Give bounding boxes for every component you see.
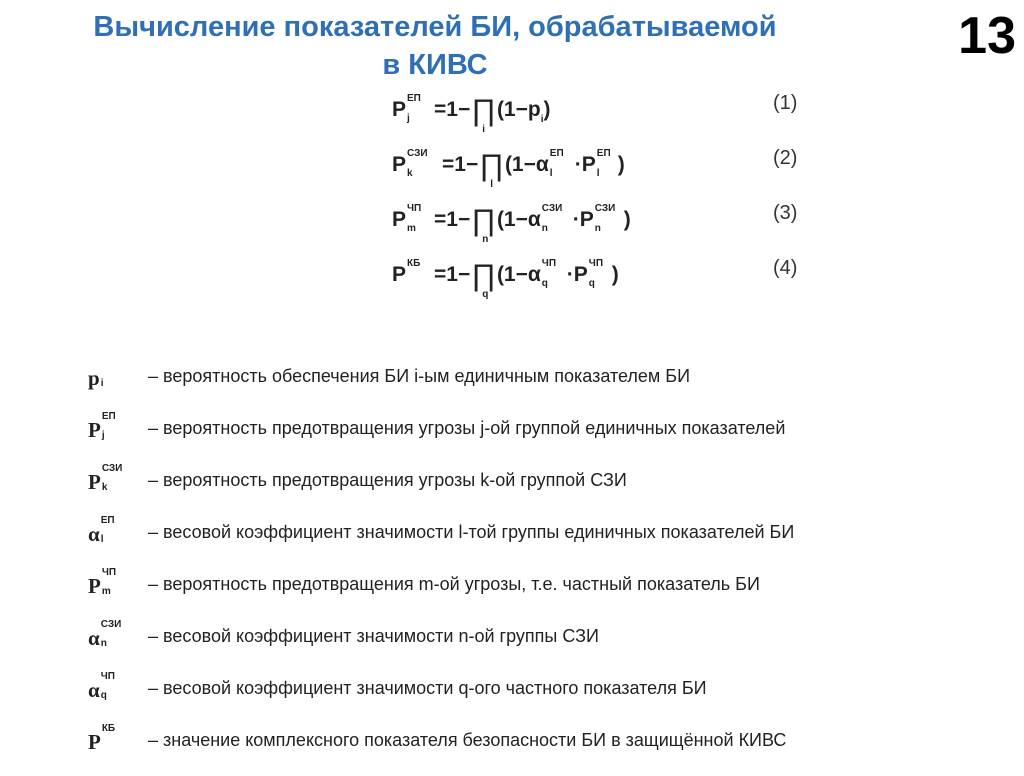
definition-item: [88, 464, 1008, 516]
formula-3: [392, 202, 832, 257]
symbol-sup: СЗИ: [100, 619, 122, 630]
symbol-sub: l: [100, 534, 104, 545]
formula-number: (4): [773, 257, 798, 279]
formula-rhs-end: ): [611, 263, 619, 286]
definition-symbol: [88, 411, 129, 443]
formula-expression: [392, 93, 551, 135]
formula-rhs-end: ): [617, 153, 625, 176]
formula-rhs-sub: n: [541, 223, 548, 234]
formula-rhs-mid-sup: СЗИ: [594, 203, 616, 214]
formula-rhs: (1−α: [496, 263, 541, 286]
symbol-sup: КБ: [101, 723, 116, 734]
symbol-sup: ЧП: [101, 567, 117, 578]
symbol-sub: m: [101, 586, 111, 597]
formula-rhs-mid-sub: n: [594, 223, 601, 234]
definition-text: – вероятность предотвращения угрозы j-ой группой единичных показателей: [148, 418, 786, 438]
definition-item: [88, 620, 1008, 672]
formula-lhs-sup: КБ: [407, 258, 421, 269]
symbol-base: P: [88, 574, 101, 598]
formula-rhs-sub: l: [549, 168, 553, 179]
product-symbol: ∏: [471, 94, 496, 127]
symbol-base: α: [88, 626, 100, 650]
definition-symbol: [88, 366, 128, 391]
symbol-base: P: [88, 470, 101, 494]
symbol-sub: i: [100, 378, 104, 389]
symbol-sup: ЕП: [101, 411, 116, 422]
product-index: n: [482, 234, 489, 245]
formula-list: [392, 92, 832, 312]
formula-eq: =1−: [434, 208, 471, 231]
definition-symbol: [88, 463, 129, 495]
definition-text: – значение комплексного показателя безопасности БИ в защищённой КИВС: [148, 730, 787, 750]
formula-expression: [392, 203, 631, 245]
formula-rhs-mid: ·P: [566, 263, 588, 286]
symbol-base: p: [88, 366, 100, 390]
formula-lhs-sub: m: [407, 223, 416, 234]
definition-item: [88, 672, 1008, 724]
product-index: l: [490, 179, 494, 190]
slide-title: [0, 8, 870, 84]
formula-rhs-sup: ЕП: [549, 148, 564, 159]
formula-expression: [392, 148, 625, 190]
symbol-sub: j: [101, 430, 105, 441]
definition-symbol: [88, 515, 128, 547]
symbol-base: P: [88, 418, 101, 442]
formula-expression: [392, 258, 619, 300]
definition-symbol: [88, 671, 128, 703]
formula-eq: =1−: [434, 263, 471, 286]
definition-text: – весовой коэффициент значимости n-ой группы СЗИ: [148, 626, 599, 646]
formula-rhs-mid: ·P: [572, 208, 594, 231]
formula-rhs-sup: СЗИ: [541, 203, 563, 214]
formula-lhs-sup: СЗИ: [407, 148, 428, 159]
product-index: q: [482, 289, 489, 300]
definition-symbol: [88, 723, 129, 755]
formula-rhs-sup: ЧП: [541, 258, 557, 269]
definition-item: [88, 568, 1008, 620]
formula-lhs: P: [392, 263, 407, 286]
formula-number: (3): [773, 202, 798, 224]
symbol-sup: ЧП: [100, 671, 115, 682]
formula-rhs-mid-sub: l: [596, 168, 600, 179]
formula-rhs-mid-sup: ЕП: [596, 148, 611, 159]
definition-text: – вероятность предотвращения угрозы k-ой группой СЗИ: [148, 470, 627, 490]
definition-text: – вероятность предотвращения m-ой угрозы, т.е. частный показатель БИ: [148, 574, 760, 594]
slide-title-line2: в КИВС: [382, 49, 488, 81]
formula-lhs-sup: ЕП: [407, 93, 421, 104]
definition-text: – вероятность обеспечения БИ i-ым единичным показателем БИ: [148, 366, 691, 386]
definition-symbol: [88, 619, 128, 651]
formula-rhs: (1−α: [504, 153, 549, 176]
formula-eq: =1−: [442, 153, 479, 176]
formula-number: (2): [773, 147, 798, 169]
symbol-sub: q: [100, 690, 107, 701]
definition-item: [88, 724, 1008, 776]
symbol-sub: n: [100, 638, 107, 649]
formula-rhs-mid: ·P: [574, 153, 596, 176]
symbol-sup: СЗИ: [101, 463, 123, 474]
formula-lhs-sup: ЧП: [407, 203, 422, 214]
product-symbol: ∏: [479, 149, 504, 182]
formula-rhs-end: ): [543, 98, 551, 121]
symbol-base: P: [88, 730, 101, 754]
definition-item: [88, 516, 1008, 568]
definition-text: – весовой коэффициент значимости l-той группы единичных показателей БИ: [148, 522, 795, 542]
symbol-sup: ЕП: [100, 515, 115, 526]
page-number: 13: [958, 7, 1016, 65]
definition-item: [88, 360, 1008, 412]
formula-rhs-end: ): [623, 208, 631, 231]
formula-lhs: P: [392, 98, 407, 121]
product-symbol: ∏: [471, 204, 496, 237]
definition-list: [88, 360, 1008, 776]
formula-rhs-sub: q: [541, 278, 548, 289]
formula-rhs-sub: i: [540, 114, 544, 125]
product-index: i: [482, 124, 486, 135]
formula-4: [392, 257, 832, 312]
symbol-sub: k: [101, 482, 108, 493]
definition-item: [88, 412, 1008, 464]
formula-lhs: P: [392, 153, 407, 176]
slide-title-line1: Вычисление показателей БИ, обрабатываемой: [93, 11, 777, 43]
product-symbol: ∏: [471, 259, 496, 292]
formula-lhs-sub: j: [407, 113, 410, 124]
formula-lhs-sub: k: [407, 168, 413, 179]
formula-rhs: (1−α: [496, 208, 541, 231]
formula-eq: =1−: [434, 98, 471, 121]
symbol-base: α: [88, 522, 100, 546]
formula-rhs-mid-sup: ЧП: [588, 258, 604, 269]
formula-rhs: (1−p: [496, 98, 541, 121]
formula-1: [392, 92, 832, 147]
formula-number: (1): [773, 92, 798, 114]
definition-symbol: [88, 567, 129, 599]
definition-text: – весовой коэффициент значимости q-ого частного показателя БИ: [148, 678, 707, 698]
formula-lhs: P: [392, 208, 407, 231]
formula-2: [392, 147, 832, 202]
formula-rhs-mid-sub: q: [588, 278, 595, 289]
symbol-base: α: [88, 678, 100, 702]
